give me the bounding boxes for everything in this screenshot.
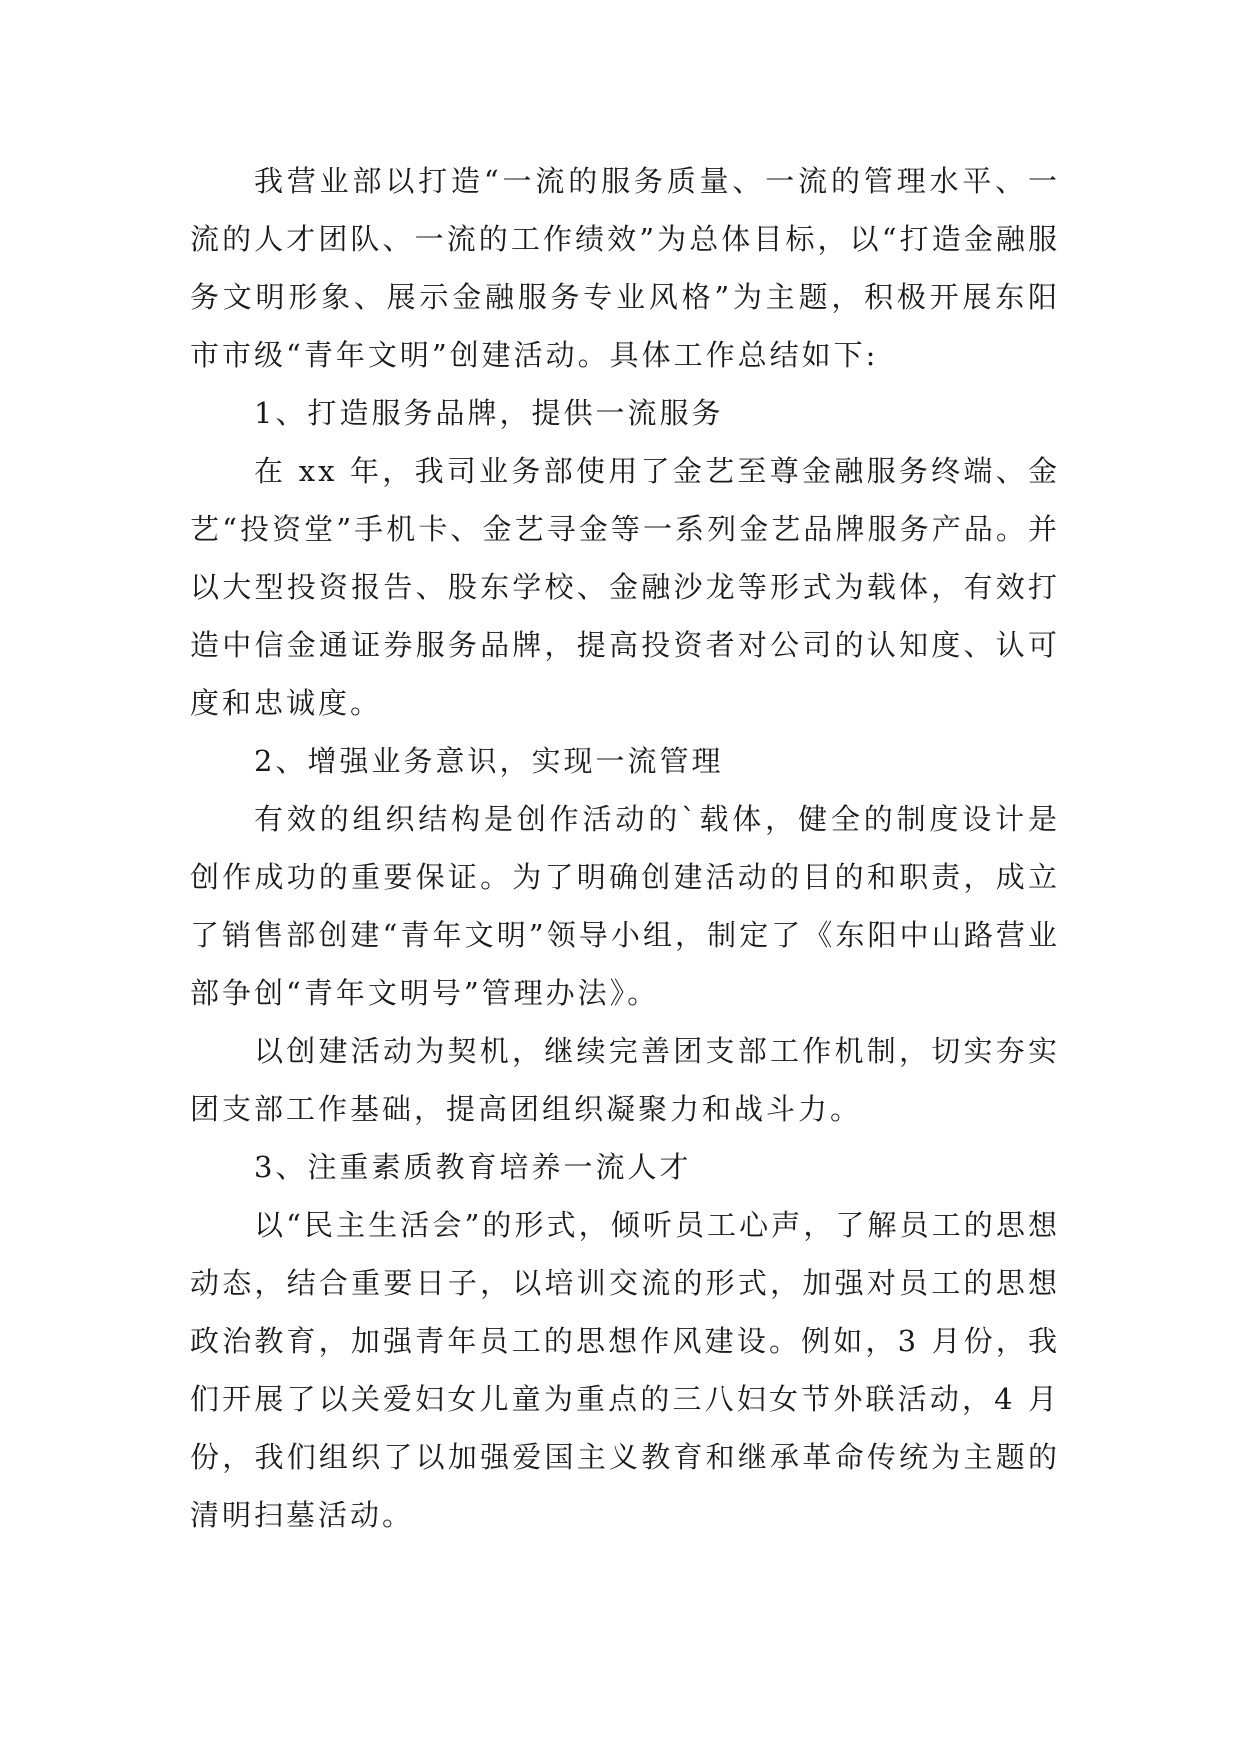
section-3-paragraph: 以“民主生活会”的形式，倾听员工心声，了解员工的思想动态，结合重要日子，以培训交流的形式，加强对员工的思想政治教育，加强青年员工的思想作风建设。例如，3 月份，我们开展了以关爱妇女儿童为重点的三八妇女节外联活动，4 月份，我们组织了以加强爱国主义教育和继承革命传统为主题的清明扫墓活动。 [190,1208,1060,1532]
document-body [190,152,1060,1544]
section-heading-3: 3、注重素质教育培养一流人才 [254,1150,692,1184]
section-1-paragraph: 在 xx 年，我司业务部使用了金艺至尊金融服务终端、金艺“投资堂”手机卡、金艺寻金等一系列金艺品牌服务产品。并以大型投资报告、股东学校、金融沙龙等形式为载体，有效打造中信金通证券服务品牌，提高投资者对公司的认知度、认可度和忠诚度。 [190,454,1060,720]
intro-paragraph: 我营业部以打造“一流的服务质量、一流的管理水平、一流的人才团队、一流的工作绩效”为总体目标，以“打造金融服务文明形象、展示金融服务专业风格”为主题，积极开展东阳市市级“青年文明”创建活动。具体工作总结如下: [190,164,1060,372]
section-heading-1: 1、打造服务品牌，提供一流服务 [254,396,724,430]
section-2-paragraph-1: 有效的组织结构是创作活动的`载体，健全的制度设计是创作成功的重要保证。为了明确创建活动的目的和职责，成立了销售部创建“青年文明”领导小组，制定了《东阳中山路营业部争创“青年文明号”管理办法》。 [190,802,1060,1010]
section-2-paragraph-2: 以创建活动为契机，继续完善团支部工作机制，切实夯实团支部工作基础，提高团组织凝聚力和战斗力。 [190,1034,1060,1126]
section-heading-2: 2、增强业务意识，实现一流管理 [254,744,724,778]
